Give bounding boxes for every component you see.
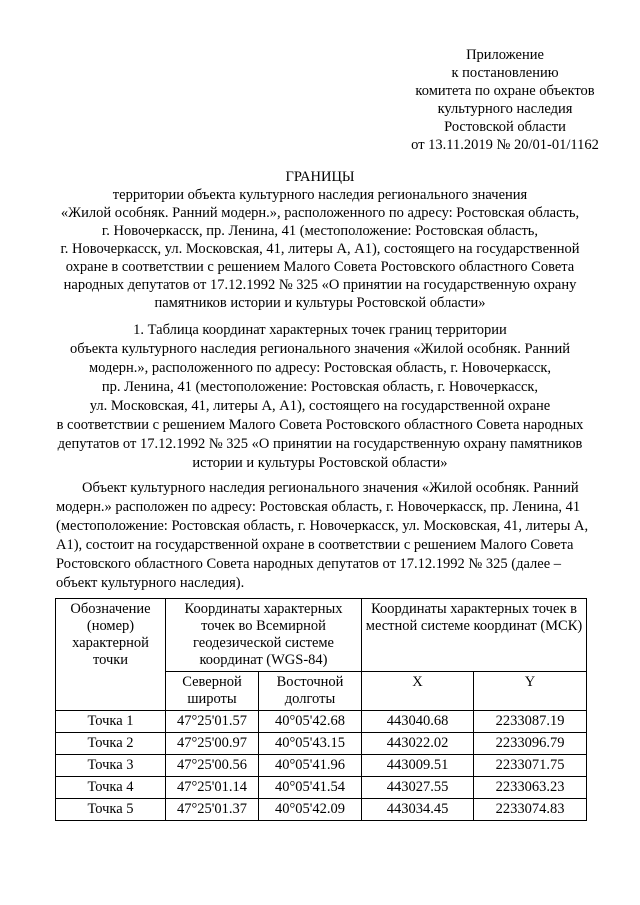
table-heading-line: пр. Ленина, 41 (местоположение: Ростовская область, г. Новочеркасск,: [101, 379, 539, 395]
cell-x: 443027.55: [362, 777, 474, 799]
table-heading-line: ул. Московская, 41, литеры А, А1), состоящего на государственной охране: [89, 398, 551, 414]
cell-y: 2233087.19: [474, 711, 587, 733]
title-line: «Жилой особняк. Ранний модерн.», расположенного по адресу: Ростовская область,: [60, 205, 580, 221]
coordinates-table: [55, 598, 587, 821]
header-msk: Координаты характерных точек в местной системе координат (МСК): [362, 599, 587, 672]
appendix-line: к постановлению: [451, 65, 559, 81]
title-line: территории объекта культурного наследия регионального значения: [112, 187, 528, 203]
title-line: г. Новочеркасск, ул. Московская, 41, литеры А, А1), состоящего на государственной: [60, 241, 580, 257]
subheader-x: X: [362, 672, 474, 711]
paragraph-line: объект культурного наследия).: [56, 575, 245, 591]
table-row: [56, 755, 587, 777]
title-line: народных депутатов от 17.12.1992 № 325 «О принятии на государственную охрану: [63, 277, 577, 293]
cell-y: 2233074.83: [474, 799, 587, 821]
table-row: [56, 777, 587, 799]
appendix-block: [360, 46, 640, 154]
appendix-line: от 13.11.2019 № 20/01-01/1162: [411, 137, 599, 153]
table-heading-line: истории и культуры Ростовской области»: [192, 455, 448, 471]
cell-x: 443034.45: [362, 799, 474, 821]
subheader-lat: Северной широты: [166, 672, 259, 711]
table-heading-line: в соответствии с решением Малого Совета Ростовского областного Совета народных: [56, 417, 584, 433]
table-heading-line: модерн.», расположенного по адресу: Ростовская область, г. Новочеркасск,: [88, 360, 552, 376]
table-row: [56, 711, 587, 733]
paragraph-line: Объект культурного наследия регионального значения «Жилой особняк. Ранний: [82, 480, 579, 496]
cell-lon: 40°05'41.54: [259, 777, 362, 799]
cell-lon: 40°05'42.68: [259, 711, 362, 733]
cell-y: 2233096.79: [474, 733, 587, 755]
subheader-lon: Восточной долготы: [259, 672, 362, 711]
table-heading-line: объекта культурного наследия регионального значения «Жилой особняк. Ранний: [69, 341, 571, 357]
cell-lon: 40°05'41.96: [259, 755, 362, 777]
appendix-line: Приложение: [466, 47, 544, 63]
cell-point: Точка 4: [56, 777, 166, 799]
cell-x: 443009.51: [362, 755, 474, 777]
cell-point: Точка 2: [56, 733, 166, 755]
paragraph-line: модерн.» расположен по адресу: Ростовская область, г. Новочеркасск, пр. Ленина, 41: [56, 499, 581, 515]
appendix-line: Ростовской области: [444, 119, 566, 135]
table-header-row: [56, 599, 587, 672]
cell-point: Точка 5: [56, 799, 166, 821]
cell-y: 2233063.23: [474, 777, 587, 799]
subheader-y: Y: [474, 672, 587, 711]
table-row: [56, 799, 587, 821]
cell-point: Точка 3: [56, 755, 166, 777]
paragraph-line: А1), состоит на государственной охране в соответствии с решением Малого Совета: [56, 537, 574, 553]
header-wgs: Координаты характерных точек во Всемирной геодезической системе координат (WGS-84): [166, 599, 362, 672]
cell-lat: 47°25'01.14: [166, 777, 259, 799]
table-heading-line: депутатов от 17.12.1992 № 325 «О принятии на государственную охрану памятников: [57, 436, 583, 452]
document-title: [40, 168, 600, 312]
cell-lon: 40°05'43.15: [259, 733, 362, 755]
cell-lat: 47°25'00.97: [166, 733, 259, 755]
table-row: [56, 733, 587, 755]
cell-lon: 40°05'42.09: [259, 799, 362, 821]
title-line: охране в соответствии с решением Малого Совета Ростовского областного Совета: [65, 259, 575, 275]
body-paragraph: [56, 479, 589, 593]
cell-x: 443040.68: [362, 711, 474, 733]
title-line: г. Новочеркасск, пр. Ленина, 41 (местоположение: Ростовская область,: [101, 223, 539, 239]
title-heading: ГРАНИЦЫ: [285, 169, 355, 185]
cell-lat: 47°25'01.57: [166, 711, 259, 733]
cell-point: Точка 1: [56, 711, 166, 733]
appendix-line: комитета по охране объектов: [415, 83, 595, 99]
cell-lat: 47°25'00.56: [166, 755, 259, 777]
table-heading-line: 1. Таблица координат характерных точек границ территории: [133, 322, 507, 338]
header-point: Обозначение (номер) характерной точки: [56, 599, 166, 711]
table-heading: [40, 321, 600, 473]
paragraph-line: (местоположение: Ростовская область, г. Новочеркасск, ул. Московская, 41, литеры А,: [56, 518, 589, 534]
appendix-line: культурного наследия: [437, 101, 573, 117]
cell-x: 443022.02: [362, 733, 474, 755]
cell-y: 2233071.75: [474, 755, 587, 777]
title-line: памятников истории и культуры Ростовской области»: [154, 295, 486, 311]
cell-lat: 47°25'01.37: [166, 799, 259, 821]
paragraph-line: Ростовского областного Совета народных депутатов от 17.12.1992 № 325 (далее –: [56, 556, 562, 572]
